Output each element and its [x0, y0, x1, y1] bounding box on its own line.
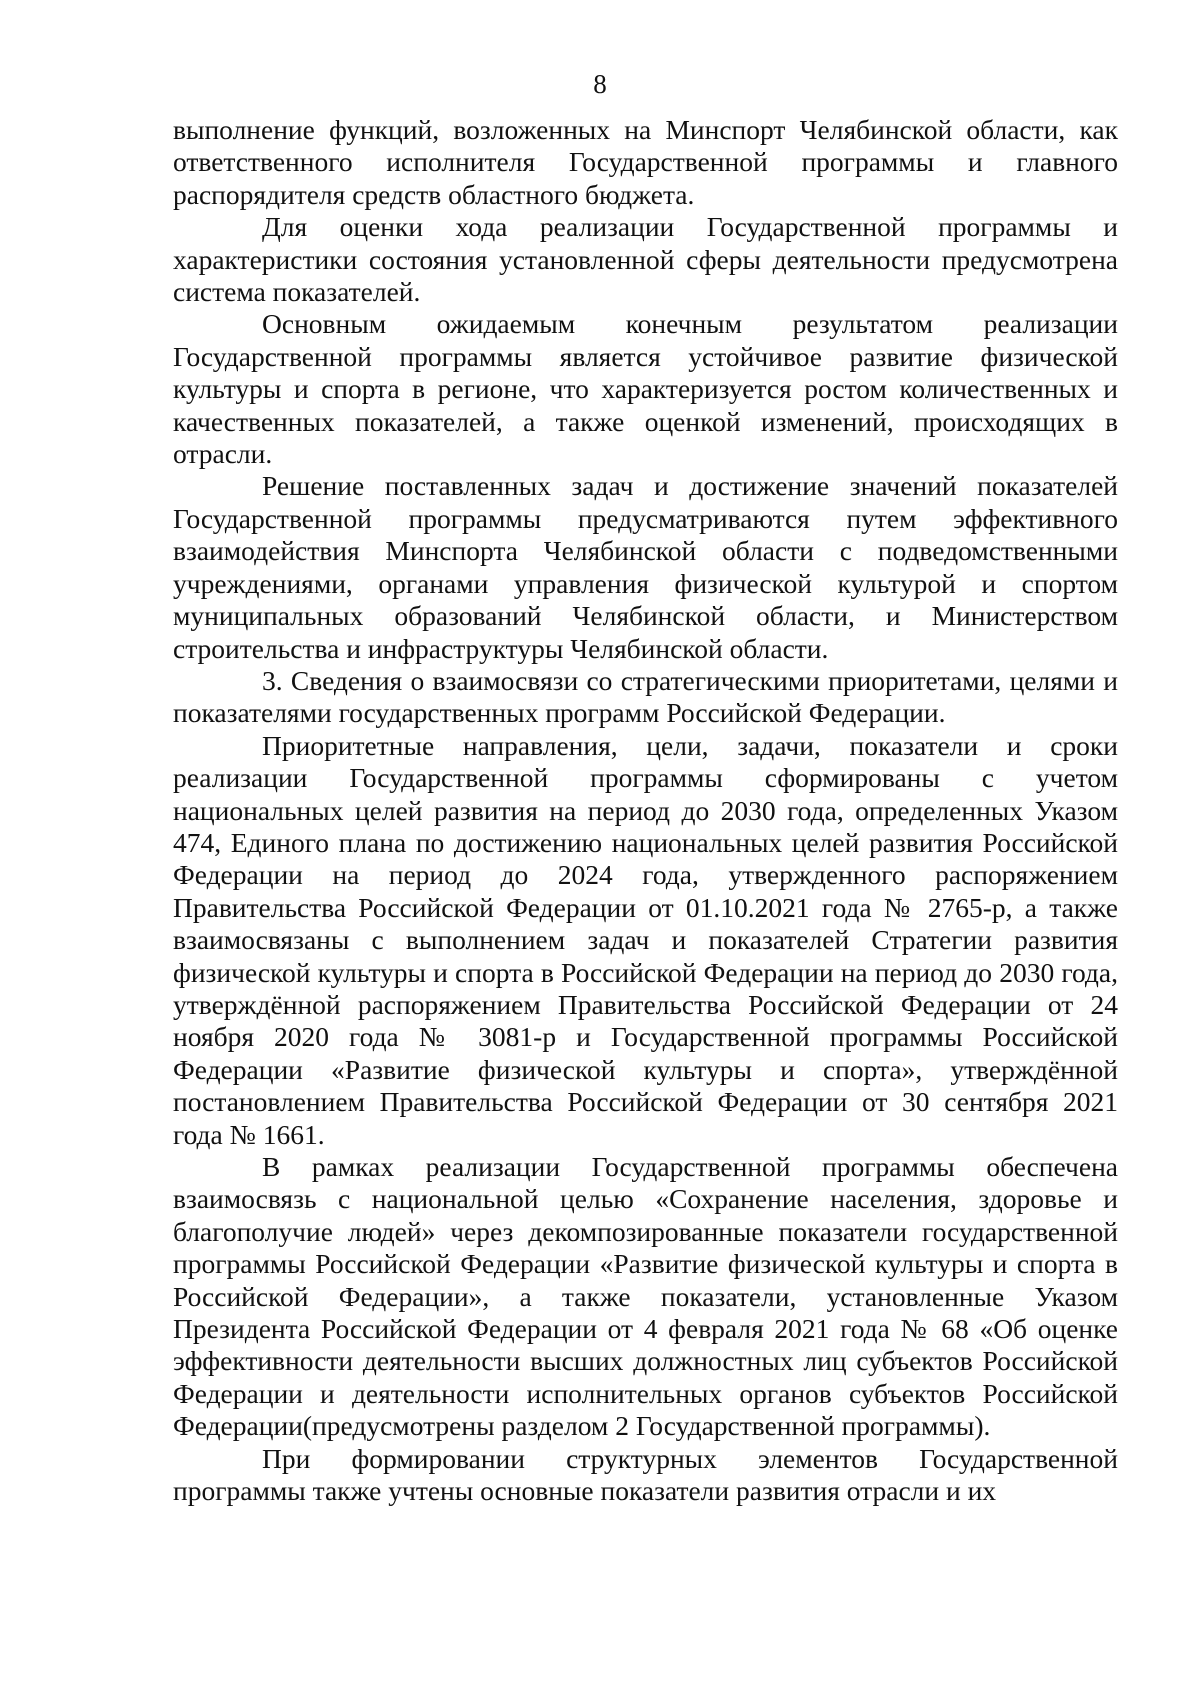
section-heading-3: 3. Сведения о взаимосвязи со стратегическими приоритетами, целями и показателями государственных программ Российской Федерации. — [173, 664, 1118, 729]
document-body — [173, 114, 1118, 1507]
paragraph-structural-elements: При формировании структурных элементов Государственной программы также учтены основные показатели развития отрасли и их — [173, 1442, 1118, 1507]
paragraph-national-goal: В рамках реализации Государственной программы обеспечена взаимосвязь с национальной целью «Сохранение населения, здоровье и благополучие людей» через декомпозированные показатели государственной программы Российской Федерации «Развитие физической культуры и спорта в Российской Федерации», а также показатели, установленные Указом Президента Российской Федерации от 4 февраля 2021 года № 68 «Об оценке эффективности деятельности высших должностных лиц субъектов Российской Федерации и деятельности исполнительных органов субъектов Российской Федерации(предусмотрены разделом 2 Государственной программы). — [173, 1151, 1118, 1442]
paragraph-continuation: выполнение функций, возложенных на Минспорт Челябинской области, как ответственного исполнителя Государственной программы и главного распорядителя средств областного бюджета. — [173, 114, 1118, 210]
page-number: 8 — [593, 69, 607, 99]
paragraph-priorities: Приоритетные направления, цели, задачи, показатели и сроки реализации Государственной программы сформированы с учетом национальных целей развития на период до 2030 года, определенных Указом 474, Единого плана по достижению национальных целей развития Российской Федерации на период до 2024 года, утвержденного распоряжением Правительства Российской Федерации от 01.10.2021 года № 2765-р, а также взаимосвязаны с выполнением задач и показателей Стратегии развития физической культуры и спорта в Российской Федерации на период до 2030 года, утверждённой распоряжением Правительства Российской Федерации от 24 ноября 2020 года № 3081-р и Государственной программы Российской Федерации «Развитие физической культуры и спорта», утверждённой постановлением Правительства Российской Федерации от 30 сентября 2021 года № 1661. — [173, 729, 1118, 1150]
paragraph-expected-result: Основным ожидаемым конечным результатом реализации Государственной программы является устойчивое развитие физической культуры и спорта в регионе, что характеризуется ростом количественных и качественных показателей, а также оценкой изменений, происходящих в отрасли. — [173, 308, 1118, 470]
paragraph-interaction: Решение поставленных задач и достижение значений показателей Государственной программы предусматриваются путем эффективного взаимодействия Минспорта Челябинской области с подведомственными учреждениями, органами управления физической культурой и спортом муниципальных образований Челябинской области, и Министерством строительства и инфраструктуры Челябинской области. — [173, 470, 1118, 664]
paragraph-indicators-system: Для оценки хода реализации Государственной программы и характеристики состояния установленной сферы деятельности предусмотрена система показателей. — [173, 211, 1118, 308]
